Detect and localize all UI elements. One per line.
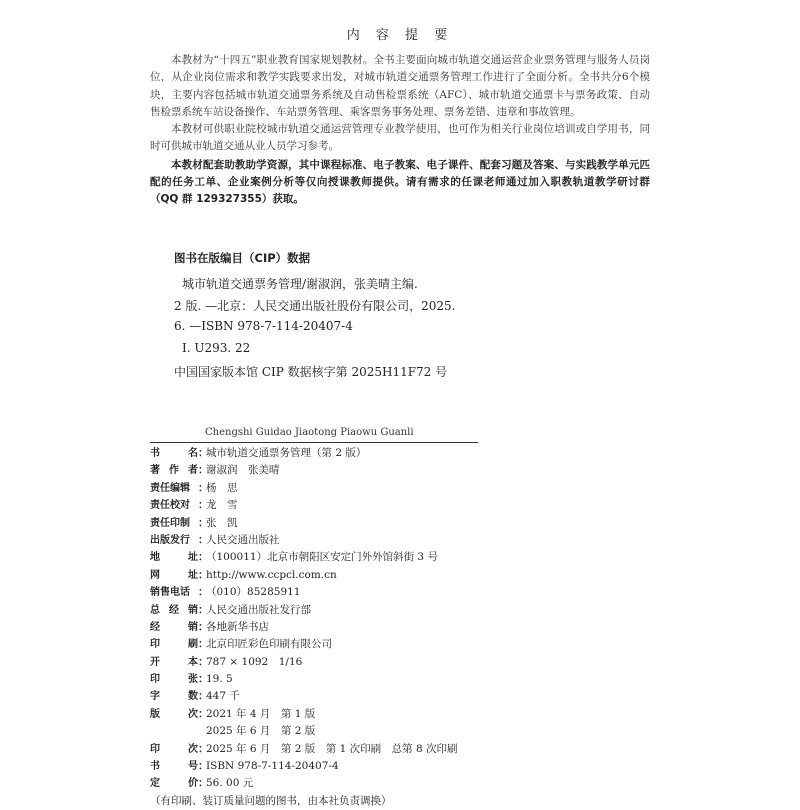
colophon-colon: ： <box>198 690 209 703</box>
cip-line-2: 2 版. —北京：人民交通出版社股份有限公司，2025. <box>174 299 456 313</box>
colophon-value: 城市轨道交通票务管理（第 2 版） <box>206 447 367 459</box>
colophon-value: 447 千 <box>206 690 240 703</box>
colophon-colon: ： <box>198 499 209 512</box>
colophon-row <box>150 532 650 549</box>
colophon-value: 龙 雪 <box>206 499 238 512</box>
colophon-label: 定 价 <box>150 778 198 790</box>
colophon-colon: ： <box>198 568 209 581</box>
colophon-label: 责任编辑 <box>150 482 190 494</box>
colophon-label: 经 销 <box>150 621 198 633</box>
colophon-value: 2021 年 4 月 第 1 版 <box>206 707 316 720</box>
colophon-row <box>150 619 650 636</box>
cip-line-1: 城市轨道交通票务管理/谢淑润，张美晴主编. <box>182 277 418 291</box>
colophon-label: 责任印制 <box>150 517 190 529</box>
pinyin-title: Chengshi Guidao Jiaotong Piaowu Guanli <box>205 427 414 438</box>
colophon-colon: ： <box>198 620 209 633</box>
colophon-label: 销售电话 <box>150 587 190 599</box>
colophon-value: 人民交通出版社 <box>206 533 280 546</box>
colophon-row <box>150 602 650 619</box>
colophon-colon: ： <box>198 551 209 564</box>
cip-line-5: 中国国家版本馆 CIP 数据核字第 2025H11F72 号 <box>174 365 448 379</box>
colophon-label: 著 作 者 <box>150 465 198 477</box>
colophon-label: 开 本 <box>150 656 198 668</box>
colophon-row <box>150 515 650 532</box>
summary-paragraph-1: 本教材为“十四五”职业教育国家规划教材。全书主要面向城市轨道交通运营企业票务管理与服务人员岗位，从企业岗位需求和教学实践要求出发，对城市轨道交通票务管理工作进行了全面分析。全书共分6个模块，主要内容包括城市轨道交通票务系统及自动售检票系统（AFC）、城市轨道交通票卡与票务政策、自动售检票系统车站设备操作、车站票务管理、乘客票务事务处理、票务差错、违章和事故管理。 <box>150 54 650 118</box>
colophon-row <box>150 654 650 671</box>
colophon-colon: ： <box>198 707 209 720</box>
colophon-value: 北京印匠彩色印刷有限公司 <box>206 638 332 651</box>
colophon-colon: ： <box>198 447 209 459</box>
colophon-label: 印 张 <box>150 674 198 686</box>
colophon-value: 2025 年 6 月 第 2 版 <box>206 725 316 738</box>
colophon-row <box>150 706 650 723</box>
colophon-colon: ： <box>198 777 209 790</box>
colophon-value: 张 凯 <box>206 516 238 529</box>
colophon-row <box>150 497 650 514</box>
colophon-row <box>150 480 650 497</box>
colophon-label: 责任校对 <box>150 500 190 512</box>
colophon-colon: ： <box>198 481 209 494</box>
colophon-colon: ： <box>198 603 209 616</box>
colophon-value: http://www.ccpcl.com.cn <box>206 568 337 581</box>
colophon-label: 出版发行 <box>150 534 190 546</box>
colophon-colon: ： <box>198 516 209 529</box>
cip-line-4: Ⅰ. U293. 22 <box>182 341 251 355</box>
colophon-label: 版 次 <box>150 708 198 720</box>
colophon-label: 书 号 <box>150 761 198 773</box>
colophon-value: 各地新华书店 <box>206 620 269 633</box>
colophon-label: 书 名 <box>150 448 198 459</box>
colophon-label: 网 址 <box>150 569 198 581</box>
summary-heading: 内 容 提 要 <box>346 28 454 43</box>
colophon-value: （100011）北京市朝阳区安定门外外馆斜街 3 号 <box>206 551 438 564</box>
colophon-colon: ： <box>198 760 209 773</box>
colophon-value: 19. 5 <box>206 673 233 686</box>
summary-paragraph-2: 本教材可供职业院校城市轨道交通运营管理专业教学使用，也可作为相关行业岗位培训或自学用书，同时可供城市轨道交通从业人员学习参考。 <box>150 123 650 153</box>
colophon-row <box>150 688 650 705</box>
summary-block <box>150 52 650 209</box>
colophon-row <box>150 723 650 740</box>
colophon <box>150 424 650 810</box>
colophon-label: 地 址 <box>150 552 198 564</box>
cip-title: 图书在版编目（CIP）数据 <box>174 251 311 265</box>
colophon-value: 谢淑润 张美晴 <box>206 464 280 477</box>
colophon-value: （010）85285911 <box>206 586 301 599</box>
colophon-row <box>150 549 650 566</box>
colophon-row <box>150 758 650 775</box>
colophon-row <box>150 462 650 479</box>
colophon-label: 印 次 <box>150 743 198 755</box>
colophon-label: 字 数 <box>150 691 198 703</box>
colophon-value: 787 × 1092 1/16 <box>206 655 303 668</box>
colophon-value: 56. 00 元 <box>206 777 254 790</box>
colophon-rows <box>150 445 650 793</box>
colophon-row <box>150 671 650 688</box>
summary-paragraph-3: 本教材配套助教助学资源，其中课程标准、电子教案、电子课件、配套习题及答案、与实践教学单元匹配的任务工单、企业案例分析等仅向授课教师提供。请有需求的任课老师通过加入职教轨道教学研讨群（QQ 群 129327355）获取。 <box>150 158 650 206</box>
colophon-row <box>150 636 650 653</box>
colophon-rule <box>150 442 478 443</box>
colophon-row <box>150 741 650 758</box>
colophon-colon: ： <box>198 655 209 668</box>
colophon-label: 印 刷 <box>150 639 198 651</box>
colophon-colon: ： <box>198 533 209 546</box>
colophon-row <box>150 584 650 601</box>
colophon-colon: ： <box>198 586 209 599</box>
colophon-value: 人民交通出版社发行部 <box>206 603 311 616</box>
colophon-row <box>150 775 650 792</box>
colophon-colon: ： <box>198 673 209 686</box>
colophon-row <box>150 445 650 462</box>
colophon-colon: ： <box>198 742 209 755</box>
cip-line-3: 6. —ISBN 978-7-114-20407-4 <box>174 319 353 333</box>
quality-note: （有印刷、装订质量问题的图书，由本社负责调换） <box>150 794 392 807</box>
colophon-colon: ： <box>198 638 209 651</box>
colophon-value: ISBN 978-7-114-20407-4 <box>206 760 339 773</box>
colophon-colon: ： <box>198 464 209 477</box>
colophon-label: 总 经 销 <box>150 604 198 616</box>
colophon-value: 杨 思 <box>206 481 238 494</box>
colophon-row <box>150 567 650 584</box>
colophon-value: 2025 年 6 月 第 2 版 第 1 次印刷 总第 8 次印刷 <box>206 742 458 755</box>
